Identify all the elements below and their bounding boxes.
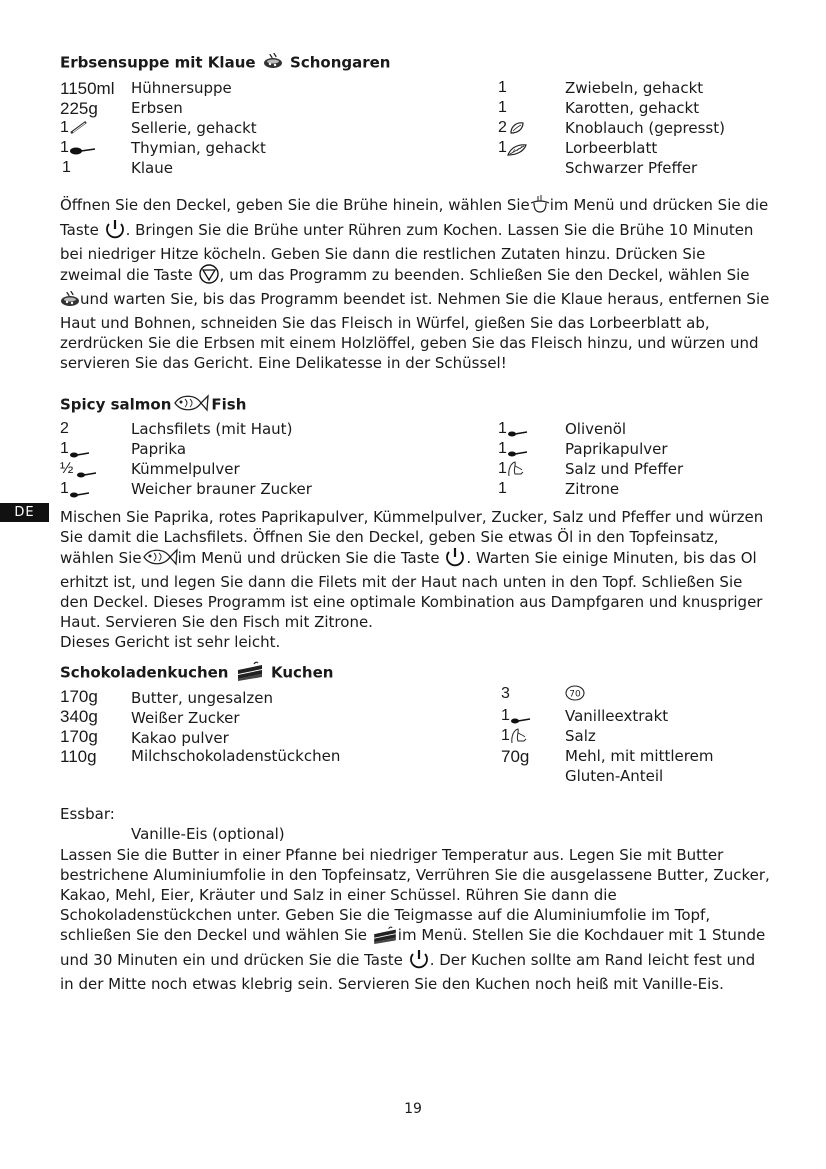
ingredient-name: Salz und Pfeffer: [565, 460, 684, 478]
program-name: Fish: [211, 395, 247, 414]
ingredient-qty: 110g: [60, 747, 97, 766]
ingredient-name: Milchschokoladenstückchen: [131, 747, 341, 765]
instruction-text: . Warten Sie einige Minuten, bis das Ol erhitzt ist, und legen Sie dann die Filets mit der Haut nach unten in den Topf. Schließen Sie den Deckel. Dieses Programm ist eine optimale Kombination aus Dampfgaren und knuspriger Haut. Servieren Sie den Fisch mit Zitrone.: [60, 549, 763, 631]
ingredient-name: Karotten, gehackt: [565, 99, 700, 117]
pinch-icon: [507, 460, 525, 482]
slow-cook-pot-icon: [60, 290, 80, 313]
power-button-icon: [408, 949, 430, 974]
cancel-button-icon: [198, 264, 220, 289]
ingredient-qty: 1150ml: [60, 79, 115, 98]
instruction-text: und warten Sie, bis das Programm beendet ist. Nehmen Sie die Klaue heraus, entfernen Sie Haut und Bohnen, schneiden Sie das Fleisch in Würfel, gießen Sie das Lorbeerblatt ab, zerdrücken Sie die Erbsen mit einem Holzlöffel, geben Sie das Fleisch hinzu, und würzen und servieren Sie das Gericht. Eine Delikatesse in der Schüssel!: [60, 290, 770, 372]
program-name: Schongaren: [290, 53, 391, 72]
garlic-clove-icon: [509, 121, 525, 139]
ingredient-name: Paprika: [131, 440, 187, 458]
serving-item: Vanille-Eis (optional): [131, 825, 285, 843]
bay-leaf-icon: [507, 142, 527, 160]
ingredient-name: Weißer Zucker: [131, 709, 240, 727]
tablespoon-icon: [70, 142, 96, 160]
recipe-instructions: [60, 507, 770, 652]
instruction-text: . Bringen Sie die Brühe unter Rühren zum Kochen. Lassen Sie die Brühe 10 Minuten bei niedriger Hitze köcheln. Geben Sie dann die restlichen Zutaten hinzu. Drücken Sie zweimal die Taste: [60, 221, 754, 284]
ingredient-name: Zwiebeln, gehackt: [565, 79, 704, 97]
ingredient-qty: 1: [60, 480, 69, 497]
teaspoon-icon: [508, 424, 528, 442]
ingredient-qty: 1: [498, 99, 507, 116]
program-name: Kuchen: [270, 663, 334, 682]
serving-label: Essbar:: [60, 805, 115, 823]
ingredient-name: Vanilleextrakt: [565, 707, 669, 725]
recipe-title-text: Schokoladenkuchen: [60, 663, 229, 682]
instruction-text: , um das Programm zu beenden. Schließen Sie den Deckel, wählen Sie: [219, 266, 750, 284]
ingredient-qty: 225g: [60, 99, 98, 118]
ingredient-name: Erbsen: [131, 99, 183, 117]
slow-cook-pot-icon: [263, 52, 283, 74]
ingredient-qty: 170g: [60, 687, 98, 706]
instruction-text: Dieses Gericht ist sehr leicht.: [60, 633, 281, 651]
ingredient-name: Zitrone: [565, 480, 620, 498]
ingredient-qty: ½: [60, 460, 74, 477]
ingredient-name: Hühnersuppe: [131, 79, 232, 97]
ingredient-name: Klaue: [131, 159, 173, 177]
ingredient-name: Gluten-Anteil: [565, 767, 664, 785]
ingredient-name: Olivenöl: [565, 420, 627, 438]
ingredient-qty: 2: [60, 420, 69, 437]
instruction-text: im Menü und drücken Sie die Taste: [60, 196, 769, 239]
ingredient-name: Weicher brauner Zucker: [131, 480, 312, 498]
instruction-text: im Menü und drücken Sie die Taste: [177, 549, 440, 567]
instruction-text: Öffnen Sie den Deckel, geben Sie die Brühe hinein, wählen Sie: [60, 196, 530, 214]
ingredient-qty: 1: [498, 420, 507, 437]
cake-icon: [236, 661, 264, 685]
power-button-icon: [104, 219, 126, 244]
ingredient-qty: 3: [501, 685, 510, 702]
ingredient-qty: 1: [498, 480, 507, 497]
recipe-instructions: [60, 845, 770, 994]
ingredient-name: Sellerie, gehackt: [131, 119, 257, 137]
ingredient-name: Mehl, mit mittlerem: [565, 747, 714, 765]
ingredient-name: Salz: [565, 727, 596, 745]
ingredient-name: Paprikapulver: [565, 440, 668, 458]
ingredient-qty: 1: [498, 460, 507, 477]
recipe-title: [60, 393, 246, 417]
recipe-title-text: Spicy salmon: [60, 395, 172, 414]
ingredient-qty: 1: [501, 707, 510, 724]
recipe-title: [60, 52, 390, 74]
ingredient-name: Kümmelpulver: [131, 460, 240, 478]
cake-icon: [372, 926, 398, 949]
instruction-text: im Menü. Stellen Sie die Kochdauer mit 1 Stunde und 30 Minuten ein und drücken Sie die Taste: [60, 926, 766, 969]
ingredient-name: Kakao pulver: [131, 729, 229, 747]
ingredient-qty: 1: [498, 440, 507, 457]
language-tab: DE: [0, 503, 49, 522]
ingredient-qty: 340g: [60, 707, 98, 726]
ingredient-qty: 2: [498, 119, 507, 136]
fish-icon: [142, 547, 178, 572]
ingredient-name: Butter, ungesalzen: [131, 689, 274, 707]
recipe-title-text: Erbsensuppe mit Klaue: [60, 53, 256, 72]
ingredient-qty: 1: [60, 119, 69, 136]
ingredient-qty: 70g: [501, 747, 530, 766]
ingredient-qty: 1: [60, 440, 69, 457]
ingredient-name: Thymian, gehackt: [131, 139, 266, 157]
recipe-title: [60, 661, 333, 685]
ingredient-qty: 1: [498, 79, 507, 96]
instruction-text: Mischen Sie Paprika, rotes Paprikapulver, Kümmelpulver, Zucker, Salz und Pfeffer und würzen Sie damit die Lachsfilets. Öffnen Sie den Deckel, geben Sie etwas Öl in den Topfeinsatz, wählen Sie: [60, 508, 764, 567]
ingredient-qty: 1: [501, 727, 510, 744]
teaspoon-icon: [70, 485, 90, 503]
ingredient-name: Lorbeerblatt: [565, 139, 658, 157]
pinch-icon: [510, 727, 528, 749]
page-number: 19: [404, 1101, 422, 1117]
recipe-instructions: [60, 194, 770, 373]
celery-icon: [69, 120, 89, 138]
fish-icon: [173, 393, 209, 417]
ingredient-qty: 1: [62, 159, 71, 176]
ingredient-qty: 1: [498, 139, 507, 156]
teaspoon-icon: [77, 465, 97, 483]
egg-size-label: 70: [569, 689, 581, 700]
ingredient-qty: 1: [60, 139, 69, 156]
egg-size-70-icon: [565, 685, 587, 705]
instruction-text: Lassen Sie die Butter in einer Pfanne bei niedriger Temperatur aus. Legen Sie mit Butter bestrichene Aluminiumfolie in den Topfeinsatz, Verrühren Sie die ausgelassene Butter, Zucker, Kakao, Mehl, Eier, Kräuter und Salz in einer Schüssel. Rühren Sie dann die Schokoladenstückchen unter. Geben Sie die Teigmasse auf die Aluminiumfolie im Topf, schließen Sie den Deckel und wählen Sie: [60, 846, 770, 944]
ingredient-qty: 170g: [60, 727, 98, 746]
ingredient-name: Knoblauch (gepresst): [565, 119, 725, 137]
soup-program-icon: [530, 194, 550, 219]
ingredient-name: Schwarzer Pfeffer: [565, 159, 698, 177]
ingredient-name: Lachsfilets (mit Haut): [131, 420, 293, 438]
power-button-icon: [444, 547, 466, 572]
instruction-text: . Der Kuchen sollte am Rand leicht fest und in der Mitte noch etwas klebrig sein. Servieren Sie den Kuchen noch heiß mit Vanille-Eis.: [60, 951, 756, 993]
